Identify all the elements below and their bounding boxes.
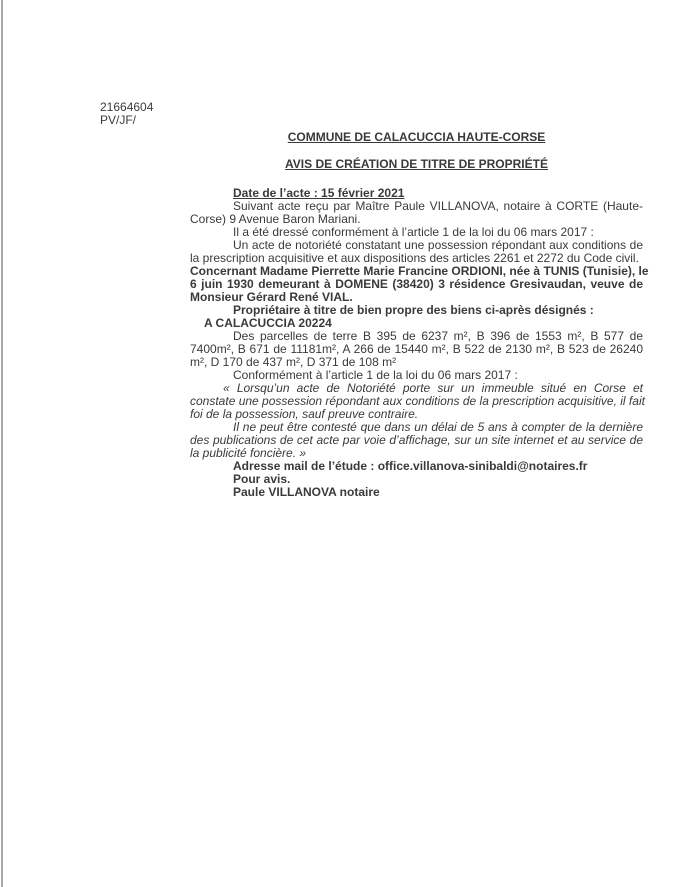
text-line-owner: Monsieur Gérard René VIAL. <box>190 290 353 304</box>
text-line-quote: foi de la possession, sauf preuve contraire. <box>190 407 419 421</box>
text-line: Conformément à l’article 1 de la loi du 06 mars 2017 : <box>233 368 518 382</box>
spacer <box>190 144 643 158</box>
text-line: Il a été dressé conformément à l’article 1 de la loi du 06 mars 2017 : <box>233 225 594 239</box>
reference-number: 21664604 <box>100 100 154 114</box>
text-line-quote: des publications de cet acte par voie d’affichage, sur un site internet et au service de <box>190 433 643 447</box>
notice-body <box>190 130 649 499</box>
text-line: Suivant acte reçu par Maître Paule VILLANOVA, notaire à CORTE (Haute- <box>233 199 643 213</box>
text-line-quote: la publicité foncière. » <box>190 446 307 460</box>
reference-initials: PV/JF/ <box>100 113 137 127</box>
page-left-border <box>1 0 3 887</box>
text-line-notary-name: Paule VILLANOVA notaire <box>233 485 380 499</box>
text-line: Propriétaire à titre de bien propre des biens ci-après désignés : <box>233 303 594 317</box>
text-line: la prescription acquisitive et aux dispositions des articles 2261 et 2272 du Code civil. <box>190 251 639 265</box>
document-title: COMMUNE DE CALACUCCIA HAUTE-CORSE <box>287 130 546 144</box>
text-line-parcels: Des parcelles de terre B 395 de 6237 m², B 396 de 1553 m², B 577 de <box>233 329 643 343</box>
text-line-location: A CALACUCCIA 20224 <box>204 316 332 330</box>
text-line-quote: « Lorsqu’un acte de Notoriété porte sur un immeuble situé en Corse et <box>223 381 643 395</box>
text-line-quote: constate une possession répondant aux conditions de la prescription acquisitive, il fait <box>190 394 645 408</box>
text-line-email: Adresse mail de l’étude : office.villanova-sinibaldi@notaires.fr <box>233 459 588 473</box>
text-line: Corse) 9 Avenue Baron Mariani. <box>190 212 361 226</box>
text-line-quote: Il ne peut être contesté que dans un délai de 5 ans à compter de la dernière <box>233 420 643 434</box>
reference-block <box>100 101 153 127</box>
text-line-act-date: Date de l’acte : 15 février 2021 <box>233 186 405 200</box>
text-line-owner: Concernant Madame Pierrette Marie Francine ORDIONI, née à TUNIS (Tunisie), le <box>190 264 649 278</box>
text-line: Pour avis. <box>233 472 291 486</box>
spacer <box>190 171 643 187</box>
document-subtitle: AVIS DE CRÉATION DE TITRE DE PROPRIÉTÉ <box>285 157 548 171</box>
text-line: Un acte de notoriété constatant une possession répondant aux conditions de <box>233 238 643 252</box>
text-line-parcels: m², D 170 de 437 m², D 371 de 108 m² <box>190 355 397 369</box>
text-line-owner: 6 juin 1930 demeurant à DOMENE (38420) 3 résidence Gresivaudan, veuve de <box>190 277 643 291</box>
text-line-parcels: 7400m², B 671 de 11181m², A 266 de 15440 m², B 522 de 2130 m², B 523 de 26240 <box>190 342 643 356</box>
